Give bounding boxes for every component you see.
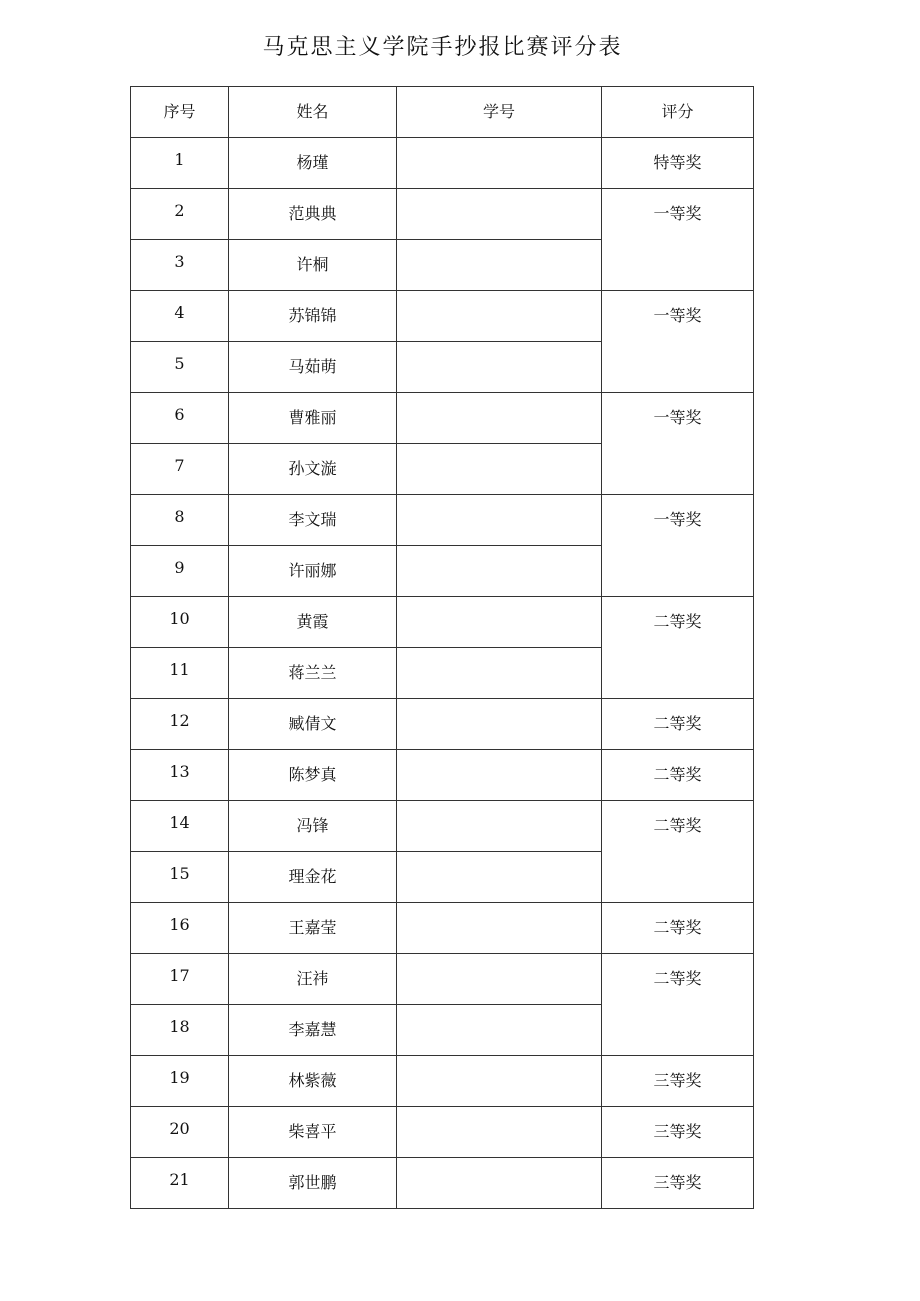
cell-seq: 1	[131, 138, 229, 189]
table-header-row	[131, 87, 754, 138]
cell-seq: 10	[131, 597, 229, 648]
cell-student-id	[397, 189, 602, 240]
cell-student-id	[397, 1056, 602, 1107]
table-row	[131, 189, 754, 240]
cell-seq: 18	[131, 1005, 229, 1056]
header-student-id: 学号	[397, 87, 602, 138]
cell-student-id	[397, 240, 602, 291]
cell-seq: 19	[131, 1056, 229, 1107]
table-row	[131, 750, 754, 801]
cell-seq: 15	[131, 852, 229, 903]
cell-award: 三等奖	[602, 1056, 754, 1107]
cell-name: 马茹萌	[229, 342, 397, 393]
cell-name: 汪祎	[229, 954, 397, 1005]
table-row	[131, 801, 754, 852]
cell-student-id	[397, 291, 602, 342]
cell-student-id	[397, 546, 602, 597]
cell-seq: 7	[131, 444, 229, 495]
cell-award: 一等奖	[602, 495, 754, 597]
cell-name: 林紫薇	[229, 1056, 397, 1107]
cell-seq: 4	[131, 291, 229, 342]
cell-student-id	[397, 342, 602, 393]
header-name: 姓名	[229, 87, 397, 138]
cell-student-id	[397, 903, 602, 954]
cell-seq: 14	[131, 801, 229, 852]
cell-seq: 5	[131, 342, 229, 393]
cell-seq: 8	[131, 495, 229, 546]
cell-name: 黄霞	[229, 597, 397, 648]
cell-student-id	[397, 597, 602, 648]
cell-award: 二等奖	[602, 597, 754, 699]
cell-student-id	[397, 699, 602, 750]
cell-seq: 2	[131, 189, 229, 240]
cell-name: 冯锋	[229, 801, 397, 852]
cell-name: 许桐	[229, 240, 397, 291]
cell-name: 李嘉慧	[229, 1005, 397, 1056]
document-title: 马克思主义学院手抄报比赛评分表	[262, 35, 623, 60]
table-row	[131, 699, 754, 750]
cell-award: 一等奖	[602, 189, 754, 291]
cell-name: 蒋兰兰	[229, 648, 397, 699]
cell-award: 一等奖	[602, 291, 754, 393]
cell-seq: 21	[131, 1158, 229, 1209]
cell-student-id	[397, 852, 602, 903]
cell-student-id	[397, 393, 602, 444]
cell-student-id	[397, 1158, 602, 1209]
cell-seq: 16	[131, 903, 229, 954]
cell-name: 臧倩文	[229, 699, 397, 750]
table-row	[131, 138, 754, 189]
table-row	[131, 1158, 754, 1209]
cell-student-id	[397, 801, 602, 852]
cell-seq: 20	[131, 1107, 229, 1158]
table-row	[131, 1107, 754, 1158]
score-table	[130, 86, 754, 1209]
cell-student-id	[397, 648, 602, 699]
cell-student-id	[397, 138, 602, 189]
cell-student-id	[397, 444, 602, 495]
cell-name: 许丽娜	[229, 546, 397, 597]
cell-student-id	[397, 1005, 602, 1056]
cell-name: 郭世鹏	[229, 1158, 397, 1209]
table-row	[131, 903, 754, 954]
cell-award: 二等奖	[602, 699, 754, 750]
cell-name: 柴喜平	[229, 1107, 397, 1158]
cell-award: 二等奖	[602, 954, 754, 1056]
cell-seq: 3	[131, 240, 229, 291]
table-row	[131, 597, 754, 648]
cell-award: 二等奖	[602, 750, 754, 801]
cell-award: 二等奖	[602, 903, 754, 954]
header-score: 评分	[602, 87, 754, 138]
cell-name: 理金花	[229, 852, 397, 903]
table-row	[131, 954, 754, 1005]
cell-student-id	[397, 954, 602, 1005]
cell-seq: 6	[131, 393, 229, 444]
table-body	[131, 138, 754, 1209]
cell-student-id	[397, 1107, 602, 1158]
cell-award: 特等奖	[602, 138, 754, 189]
cell-name: 曹雅丽	[229, 393, 397, 444]
cell-award: 二等奖	[602, 801, 754, 903]
cell-name: 王嘉莹	[229, 903, 397, 954]
cell-seq: 9	[131, 546, 229, 597]
cell-award: 三等奖	[602, 1158, 754, 1209]
cell-name: 孙文漩	[229, 444, 397, 495]
cell-seq: 13	[131, 750, 229, 801]
table-row	[131, 291, 754, 342]
cell-award: 一等奖	[602, 393, 754, 495]
cell-seq: 12	[131, 699, 229, 750]
cell-award: 三等奖	[602, 1107, 754, 1158]
table-row	[131, 1056, 754, 1107]
table-row	[131, 495, 754, 546]
cell-name: 李文瑞	[229, 495, 397, 546]
cell-student-id	[397, 750, 602, 801]
cell-name: 范典典	[229, 189, 397, 240]
cell-name: 陈梦真	[229, 750, 397, 801]
header-seq: 序号	[131, 87, 229, 138]
cell-name: 杨瑾	[229, 138, 397, 189]
cell-name: 苏锦锦	[229, 291, 397, 342]
cell-seq: 11	[131, 648, 229, 699]
cell-student-id	[397, 495, 602, 546]
table-row	[131, 393, 754, 444]
cell-seq: 17	[131, 954, 229, 1005]
